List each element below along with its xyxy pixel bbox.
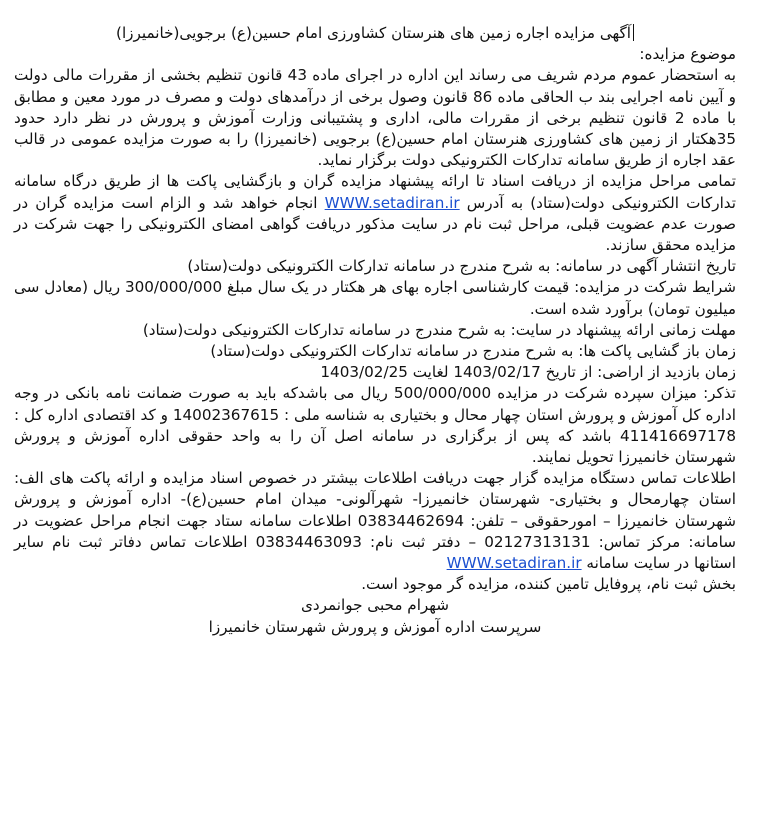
signer-name: شهرام محبی جوانمردی	[300, 596, 450, 615]
subject-label: موضوع مزایده:	[639, 45, 736, 64]
setadiran-link-2[interactable]: WWW.setadiran.ir	[446, 554, 582, 573]
notice-document	[14, 23, 736, 783]
paragraph-conditions: شرایط شرکت در مزایده: قیمت کارشناسی اجاره بهای هر هکتار در یک سال مبلغ 300/000/000 ریال (معادل سی میلیون تومان) برآورد شده است.	[14, 278, 736, 318]
notice-title: آگهی مزایده اجاره زمین های هنرستان کشاورزی امام حسین(ع) برجویی(خانمیرزا)	[14, 23, 736, 44]
text-cursor	[633, 24, 634, 41]
paragraph-intro: به استحضار عموم مردم شریف می رساند این اداره در اجرای ماده 43 قانون تنظیم بخشی از مقررات مالی دولت و آیین نامه اجرایی بند ب الحاقی ماده 86 قانون وصول برخی از درآمدهای دولت و مصرف در مورد معین و مطابق با ماده 2 قانون تنظیم برخی از مقررات مالی، اداری و پشتیبانی وزارت آموزش و پرورش در نظر دارد حدود 35هکتار از زمین های کشاورزی هنرستان امام حسین(ع) برجویی (خانمیرزا) را به صورت مزایده عمومی در قالب عقد اجاره از طریق سامانه تدارکات الکترونیکی دولت برگزار نماید.	[14, 66, 737, 170]
paragraph-visit: زمان بازدید از اراضی: از تاریخ 1403/02/17 لغایت 1403/02/25	[320, 363, 736, 382]
paragraph-registration: بخش ثبت نام، پروفایل تامین کننده، مزایده گر موجود است.	[361, 575, 736, 594]
signer-title: سرپرست اداره آموزش و پرورش شهرستان خانمیرزا	[208, 617, 542, 636]
paragraph-deadline: مهلت زمانی ارائه پیشنهاد در سایت: به شرح مندرج در سامانه تدارکات الکترونیکی دولت(ستاد)	[142, 320, 736, 339]
paragraph-publish-date: تاریخ انتشار آگهی در سامانه: به شرح مندرج در سامانه تدارکات الکترونیکی دولت(ستاد)	[187, 257, 736, 276]
paragraph-opening: زمان باز گشایی پاکت ها: به شرح مندرج در سامانه تدارکات الکترونیکی دولت(ستاد)	[210, 342, 736, 361]
setadiran-link[interactable]: WWW.setadiran.ir	[324, 193, 460, 212]
paragraph-contact: اطلاعات تماس دستگاه مزایده گزار جهت دریافت اطلاعات بیشتر در خصوص اسناد مزایده و ارائه پاکت های الف: استان چهارمحال و بختیاری- شهرستان خانمیرزا- شهرآلونی- میدان امام حسین(ع)- اداره آموزش و پرورش شهرستان خانمیرزا – امورحقوقی – تلفن: 03834462694 اطلاعات سامانه ستاد جهت انجام مراحل عضویت در سامانه: مرکز تماس: 02127313131 – دفتر ثبت نام: 03834463093 اطلاعات تماس دفاتر ثبت نام سایر استانها در سایت سامانه WWW.setadiran.ir	[14, 469, 736, 573]
paragraph-procedure: تمامی مراحل مزایده از دریافت اسناد تا ارائه پیشنهاد مزایده گران و بازگشایی پاکت ها از طریق درگاه سامانه تدارکات الکترونیکی دولت(ستاد) به آدرس WWW.setadiran.ir انجام خواهد شد و الزام است مزایده گران در صورت عدم عضویت قبلی، مراحل ثبت نام در سایت مذکور دریافت گواهی امضای الکترونیکی را جهت شرکت در مزایده محقق سازند.	[14, 172, 737, 255]
paragraph-note: تذکر: میزان سپرده شرکت در مزایده 500/000/000 ریال می باشدکه باید به صورت ضمانت نامه بانکی در وجه اداره کل آموزش و پرورش استان چهار محال و بختیاری به شناسه ملی : 14002367615 و کد اقتصادی اداره کل : 411416697178 باشد که پس از برگزاری در سامانه اصل آن را به واحد حقوقی اداره آموزش و پرورش شهرستان خانمیرزا تحویل نمایند.	[14, 384, 736, 467]
